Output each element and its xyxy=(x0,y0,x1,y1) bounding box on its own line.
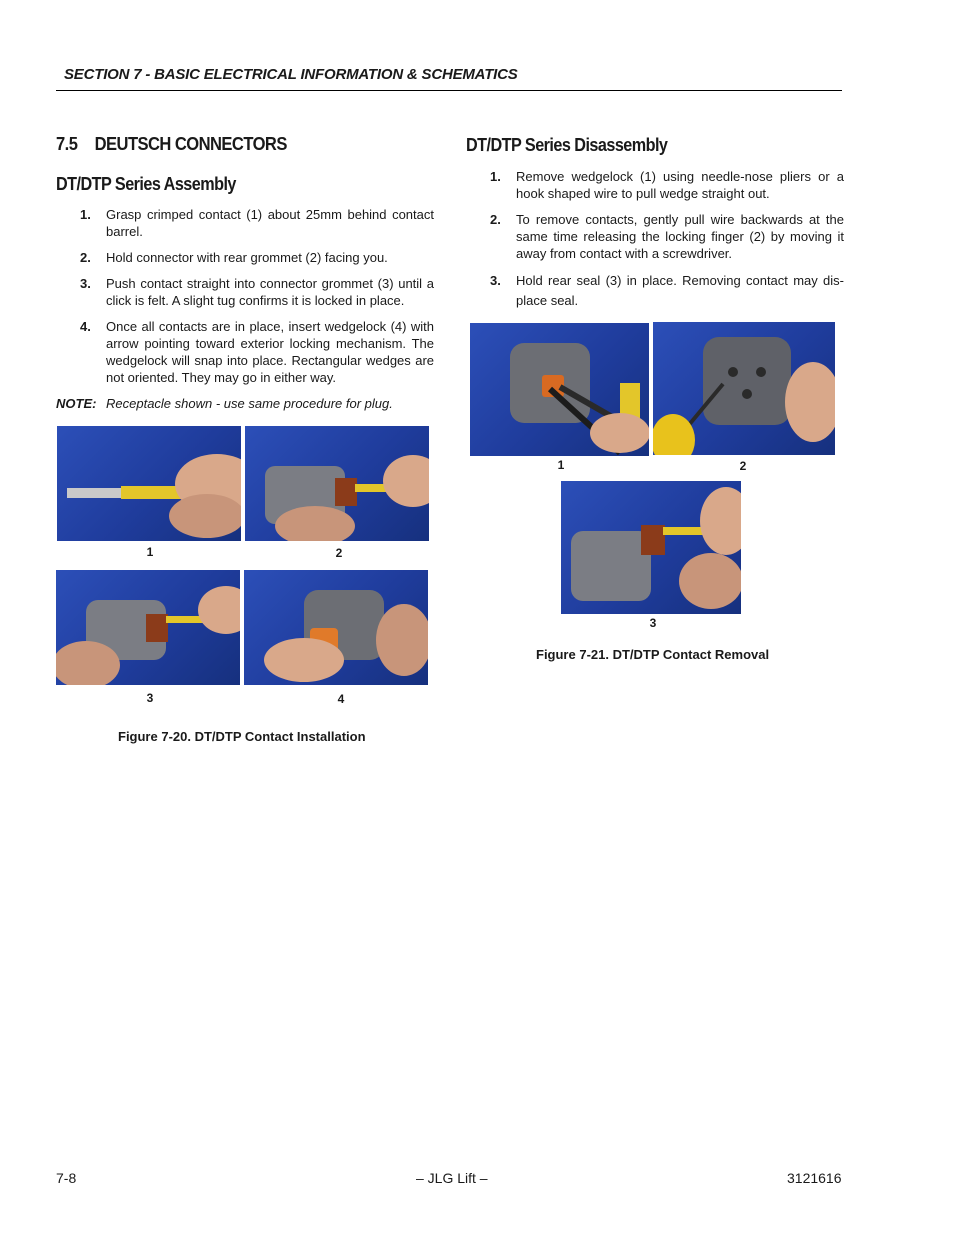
list-item: 1. Grasp crimped contact (1) about 25mm behind contact barrel. xyxy=(80,207,434,239)
photo-label: 2 xyxy=(335,546,343,560)
photo-label: 3 xyxy=(649,616,657,630)
photo-removal-1 xyxy=(470,323,649,456)
photo-removal-2 xyxy=(653,322,835,455)
assembly-heading: DT/DTP Series Assembly xyxy=(56,174,236,194)
photo-install-2 xyxy=(245,426,429,541)
section-header xyxy=(56,64,842,91)
list-item: 2. Hold connector with rear grommet (2) facing you. xyxy=(80,250,388,265)
note-label: NOTE: xyxy=(56,396,97,411)
photo-label: 4 xyxy=(337,692,345,706)
figure-caption-7-20: Figure 7-20. DT/DTP Contact Installation xyxy=(118,729,366,744)
photo-label: 2 xyxy=(739,459,747,473)
photo-install-1 xyxy=(57,426,241,541)
photo-install-3 xyxy=(56,570,240,685)
list-item: 4. Once all contacts are in place, insert wedgelock (4) with arrow pointing toward exterior locking mechanism. The wedgelock will snap into place. Rectangular wedges are not oriented. They may go in either way. xyxy=(80,319,434,385)
photo-label: 1 xyxy=(146,545,154,559)
disassembly-steps xyxy=(466,168,844,311)
doc-number: 3121616 xyxy=(787,1170,842,1186)
assembly-steps xyxy=(56,206,434,386)
photo-label: 1 xyxy=(557,458,565,472)
list-item: 2. To remove contacts, gently pull wire backwards at the same time releasing the locking finger (2) by moving it away from contact with a screwdriver. xyxy=(490,212,844,261)
list-item: 1. Remove wedgelock (1) using needle-nose pliers or a hook shaped wire to pull wedge straight out. xyxy=(490,169,844,201)
list-item: 3. Push contact straight into connector grommet (3) until a click is felt. A slight tug confirms it is locked in place. xyxy=(80,276,434,308)
list-item: 3. Hold rear seal (3) in place. Removing contact may dis-place seal. xyxy=(490,273,844,308)
photo-removal-3 xyxy=(561,481,741,614)
note xyxy=(56,395,434,412)
disassembly-heading: DT/DTP Series Disassembly xyxy=(466,135,668,155)
section-name: DEUTSCH CONNECTORS xyxy=(94,134,287,154)
section-heading xyxy=(56,134,404,164)
photo-label: 3 xyxy=(146,691,154,705)
photo-install-4 xyxy=(244,570,428,685)
section-header-title: SECTION 7 - BASIC ELECTRICAL INFORMATION & SCHEMATICS xyxy=(64,66,518,83)
note-text: Receptacle shown - use same procedure for plug. xyxy=(106,396,393,411)
footer-center: – JLG Lift – xyxy=(416,1170,488,1186)
section-number: 7.5 xyxy=(56,134,78,154)
figure-caption-7-21: Figure 7-21. DT/DTP Contact Removal xyxy=(536,647,770,662)
page-number: 7-8 xyxy=(56,1170,77,1186)
left-column xyxy=(56,130,434,412)
right-column xyxy=(466,130,844,320)
